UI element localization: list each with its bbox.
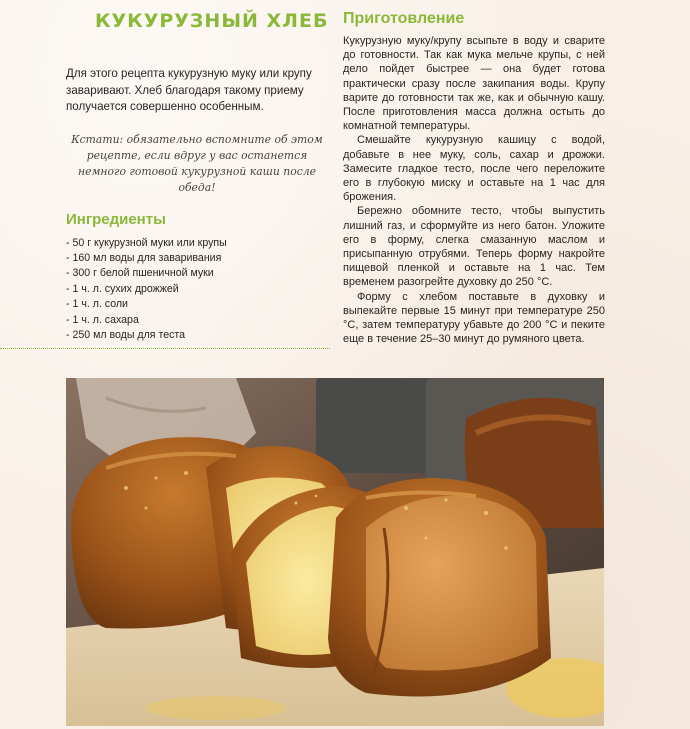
ingredient-item: - 300 г белой пшеничной муки	[66, 266, 328, 281]
ingredient-item: - 1 ч. л. сухих дрожжей	[66, 282, 328, 297]
ingredient-item: - 1 ч. л. сахара	[66, 313, 328, 328]
preparation-heading: Приготовление	[343, 10, 465, 27]
right-column	[343, 10, 605, 346]
bread-illustration	[66, 378, 604, 726]
ingredient-item: - 250 мл воды для теста	[66, 328, 328, 343]
section-divider	[0, 348, 330, 349]
preparation-text	[343, 34, 605, 346]
ingredient-item: - 50 г кукурузной муки или крупы	[66, 236, 328, 251]
ingredient-item: - 1 ч. л. соли	[66, 297, 328, 312]
handwritten-note: Кстати: обязательно вспомните об этом рецепте, если вдруг у вас останется немного готовой кукурузной каши после обеда!	[71, 132, 323, 194]
ingredients-heading: Ингредиенты	[66, 210, 166, 228]
ingredients-list	[66, 236, 328, 344]
preparation-paragraph: Кукурузную муку/крупу всыпьте в воду и сварите до готовности. Так как мука мельче крупы, с ней дело пойдет быстрее — она будет готова практически сразу после закипания воды. Крупу варите до готовности так же, как и обычную кашу. После приготовления масса должна остыть до комнатной температуры.	[343, 35, 605, 133]
ingredient-item: - 160 мл воды для заваривания	[66, 251, 328, 266]
preparation-paragraph: Смешайте кукурузную кашицу с водой, добавьте в нее муку, соль, сахар и дрожжи. Замесите гладкое тесто, после чего переложите его в глубокую миску и оставьте на 1 час для брожения.	[343, 134, 605, 204]
intro-text: Для этого рецепта кукурузную муку или крупу заваривают. Хлеб благодаря такому приему получается совершенно особенным.	[66, 67, 312, 113]
preparation-paragraph: Бережно обомните тесто, чтобы выпустить лишний газ, и сформуйте из него батон. Уложите его в форму, слегка смазанную маслом и присыпанную отрубями. Теперь форму накройте пищевой пленкой и оставьте на 1 час. Тем временем разогрейте духовку до 250 °C.	[343, 205, 605, 289]
preparation-paragraph: Форму с хлебом поставьте в духовку и выпекайте первые 15 минут при температуре 250 °C, затем температуру убавьте до 200 °C и пеките еще в течение 25–30 минут до румяного цвета.	[343, 290, 605, 346]
bread-photo	[66, 378, 604, 726]
recipe-title: КУКУРУЗНЫЙ ХЛЕБ	[95, 10, 329, 32]
left-column	[66, 66, 328, 343]
